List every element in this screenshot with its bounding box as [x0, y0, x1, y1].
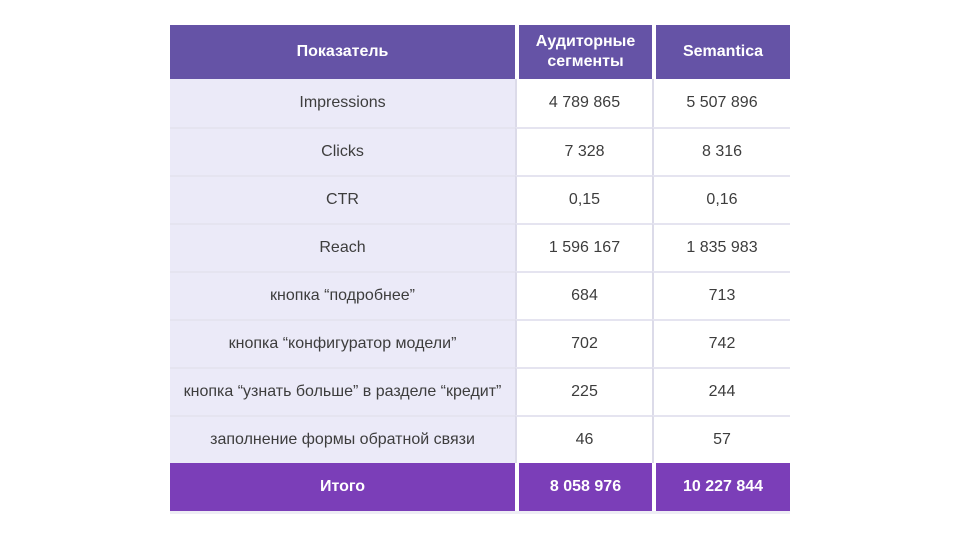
audience-segments-value: 0,15: [515, 175, 652, 223]
column-header-metric: Показатель: [170, 25, 515, 79]
metric-label: Clicks: [170, 127, 515, 175]
audience-segments-value: 4 789 865: [515, 79, 652, 127]
total-row: [170, 463, 790, 511]
audience-segments-value: 702: [515, 319, 652, 367]
metric-label: Impressions: [170, 79, 515, 127]
total-semantica-value: 10 227 844: [652, 463, 790, 511]
audience-segments-value: 7 328: [515, 127, 652, 175]
metric-label: заполнение формы обратной связи: [170, 415, 515, 463]
metrics-table: [170, 25, 790, 511]
metric-label: кнопка “подробнее”: [170, 271, 515, 319]
semantica-value: 0,16: [652, 175, 790, 223]
table-row-reach: [170, 223, 790, 271]
semantica-value: 742: [652, 319, 790, 367]
semantica-value: 8 316: [652, 127, 790, 175]
metric-label: Reach: [170, 223, 515, 271]
table-row-impressions: [170, 79, 790, 127]
total-label: Итого: [170, 463, 515, 511]
metric-label: кнопка “узнать больше” в разделе “кредит”: [170, 367, 515, 415]
table-row-button-configurator: [170, 319, 790, 367]
semantica-value: 5 507 896: [652, 79, 790, 127]
audience-segments-value: 46: [515, 415, 652, 463]
semantica-value: 1 835 983: [652, 223, 790, 271]
total-audience-segments-value: 8 058 976: [515, 463, 652, 511]
metric-label: CTR: [170, 175, 515, 223]
metric-label: кнопка “конфигуратор модели”: [170, 319, 515, 367]
audience-segments-value: 684: [515, 271, 652, 319]
table-row-feedback-form: [170, 415, 790, 463]
audience-segments-value: 225: [515, 367, 652, 415]
audience-segments-value: 1 596 167: [515, 223, 652, 271]
column-header-audience-segments: Аудиторные сегменты: [515, 25, 652, 79]
header-row: [170, 25, 790, 79]
semantica-value: 244: [652, 367, 790, 415]
table-row-clicks: [170, 127, 790, 175]
table-row-button-details: [170, 271, 790, 319]
table-row-ctr: [170, 175, 790, 223]
column-header-semantica: Semantica: [652, 25, 790, 79]
semantica-value: 713: [652, 271, 790, 319]
semantica-value: 57: [652, 415, 790, 463]
table-row-button-learn-more-credit: [170, 367, 790, 415]
